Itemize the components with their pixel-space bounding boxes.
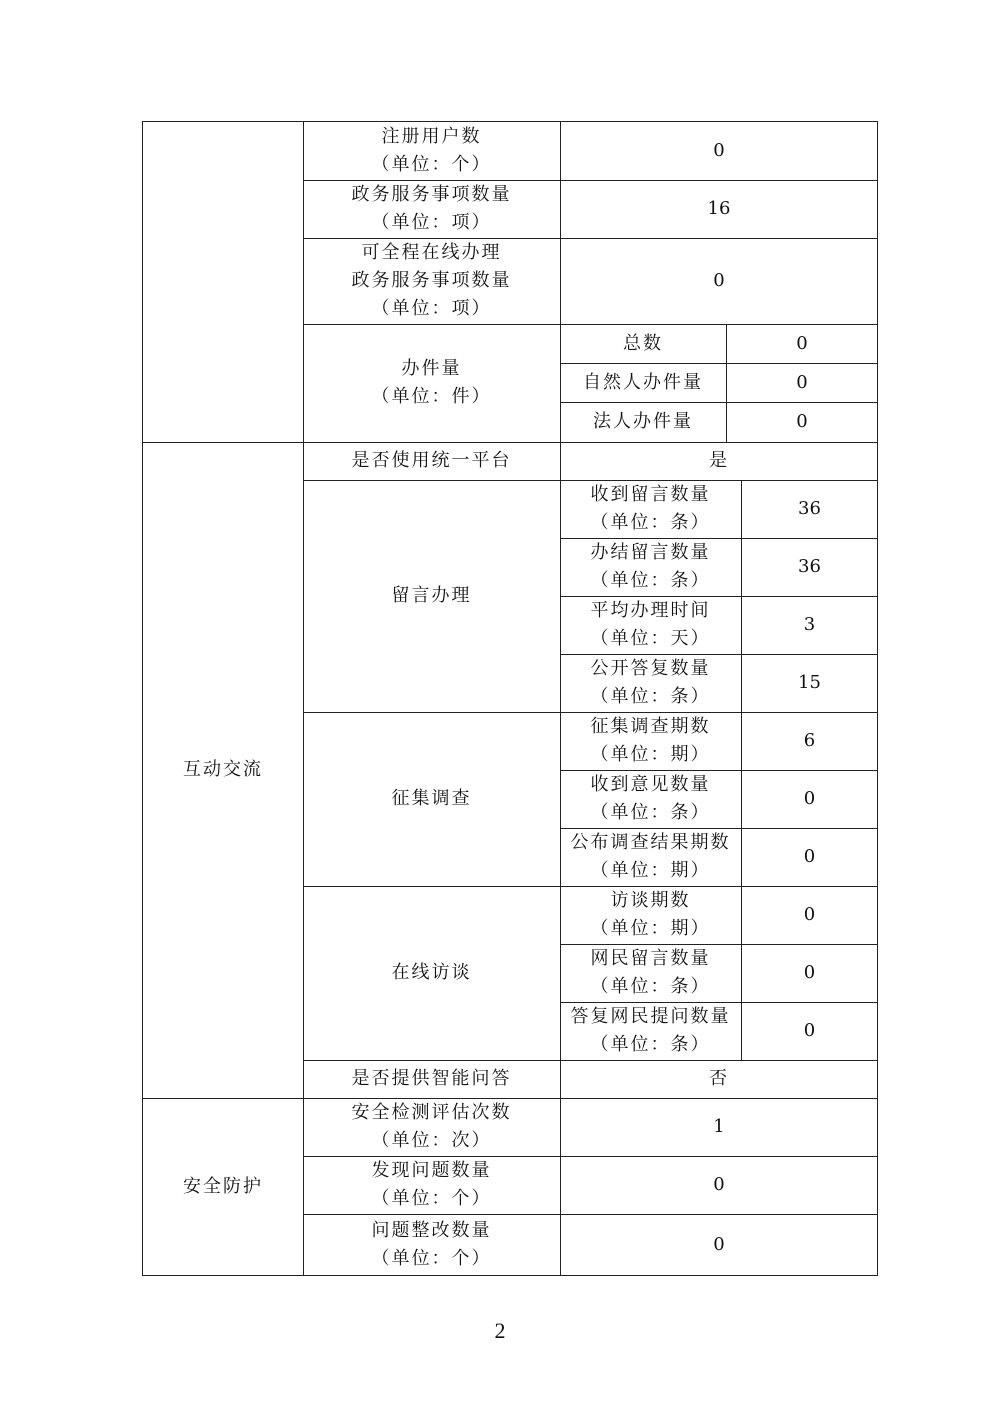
- row-unit: （单位：个）: [371, 154, 492, 175]
- unified-platform-value: 是: [709, 450, 729, 471]
- public-replies-label: [560, 654, 741, 712]
- service-items-label: [303, 180, 560, 238]
- row-unit: （单位：条）: [590, 570, 711, 591]
- row-label: 平均办理时间: [590, 600, 711, 621]
- statistics-table: [142, 121, 878, 1276]
- issues-found-label: [303, 1156, 560, 1214]
- row-label: 注册用户数: [381, 126, 482, 147]
- row-label: 收到意见数量: [590, 774, 711, 795]
- survey-periods-label: [560, 712, 741, 770]
- row-label: 问题整改数量: [371, 1219, 492, 1241]
- closed-messages-value: 36: [798, 556, 821, 577]
- row-label: 办结留言数量: [590, 542, 711, 563]
- survey-periods-value: 6: [803, 730, 816, 751]
- row-label: 访谈期数: [610, 890, 691, 911]
- registered-users-value: 0: [713, 140, 725, 161]
- row-label: 安全检测评估次数: [351, 1102, 512, 1123]
- avg-handling-time-value: 3: [803, 614, 816, 635]
- online-service-items-label: [303, 238, 560, 324]
- answered-questions-value: 0: [803, 1020, 816, 1041]
- unified-platform-label: 是否使用统一平台: [351, 450, 512, 471]
- row-unit: （单位：个）: [371, 1188, 492, 1209]
- received-opinions-value: 0: [803, 788, 816, 809]
- issues-fixed-value: 0: [713, 1233, 725, 1255]
- case-total-value: 0: [796, 332, 808, 354]
- security-checks-label: [303, 1098, 560, 1156]
- received-opinions-label: [560, 770, 741, 828]
- row-unit: （单位：期）: [590, 744, 711, 765]
- issues-fixed-label: [303, 1214, 560, 1275]
- published-results-value: 0: [803, 846, 816, 867]
- netizen-messages-label: [560, 944, 741, 1002]
- row-unit: （单位：条）: [590, 976, 711, 997]
- answered-questions-label: [560, 1002, 741, 1060]
- service-items-value: 16: [707, 198, 731, 219]
- legal-person-cases-label: 法人办件量: [593, 411, 693, 432]
- row-unit: （单位：条）: [590, 802, 711, 823]
- row-label: 政务服务事项数量: [351, 270, 512, 291]
- row-unit: （单位：条）: [590, 1034, 711, 1055]
- row-unit: （单位：期）: [590, 918, 711, 939]
- row-label: 收到留言数量: [590, 484, 711, 505]
- closed-messages-label: [560, 538, 741, 596]
- page-number: 2: [494, 1318, 506, 1343]
- received-messages-value: 36: [798, 498, 821, 519]
- row-unit: （单位：次）: [371, 1130, 492, 1151]
- registered-users-label: [303, 122, 560, 180]
- row-label: 网民留言数量: [590, 948, 711, 969]
- online-service-items-value: 0: [713, 270, 725, 291]
- row-label: 政务服务事项数量: [351, 184, 512, 205]
- published-results-label: [560, 828, 741, 886]
- natural-person-cases-label: 自然人办件量: [583, 371, 703, 393]
- row-unit: （单位：项）: [371, 212, 492, 233]
- row-label: 发现问题数量: [371, 1160, 492, 1181]
- smart-qa-value: 否: [709, 1068, 729, 1089]
- row-unit: （单位：条）: [590, 512, 711, 533]
- public-replies-value: 15: [798, 672, 821, 693]
- legal-person-cases-value: 0: [796, 411, 808, 432]
- security-category: 安全防护: [183, 1175, 263, 1197]
- message-handling-label: 留言办理: [391, 585, 472, 606]
- smart-qa-label: 是否提供智能问答: [351, 1068, 512, 1089]
- avg-handling-time-label: [560, 596, 741, 654]
- row-label: 办件量: [401, 358, 462, 379]
- row-label: 可全程在线办理: [361, 242, 502, 263]
- online-interview-label: 在线访谈: [391, 962, 472, 983]
- row-label: 征集调查期数: [590, 716, 711, 737]
- row-unit: （单位：项）: [371, 298, 492, 319]
- issues-found-value: 0: [713, 1174, 725, 1195]
- row-unit: （单位：期）: [590, 860, 711, 881]
- row-label: 公开答复数量: [590, 658, 711, 679]
- row-unit: （单位：件）: [371, 386, 492, 407]
- natural-person-cases-value: 0: [796, 371, 808, 393]
- row-unit: （单位：条）: [590, 686, 711, 707]
- case-total-label: 总数: [623, 332, 663, 354]
- received-messages-label: [560, 480, 741, 538]
- row-unit: （单位：个）: [371, 1247, 492, 1269]
- case-volume-label: [303, 324, 560, 442]
- interview-periods-label: [560, 886, 741, 944]
- netizen-messages-value: 0: [803, 962, 816, 983]
- survey-label: 征集调查: [391, 788, 472, 809]
- row-label: 答复网民提问数量: [570, 1006, 731, 1027]
- row-label: 公布调查结果期数: [570, 832, 731, 853]
- interaction-category: 互动交流: [183, 759, 263, 780]
- security-checks-value: 1: [713, 1116, 725, 1137]
- row-unit: （单位：天）: [590, 628, 711, 649]
- interview-periods-value: 0: [803, 904, 816, 925]
